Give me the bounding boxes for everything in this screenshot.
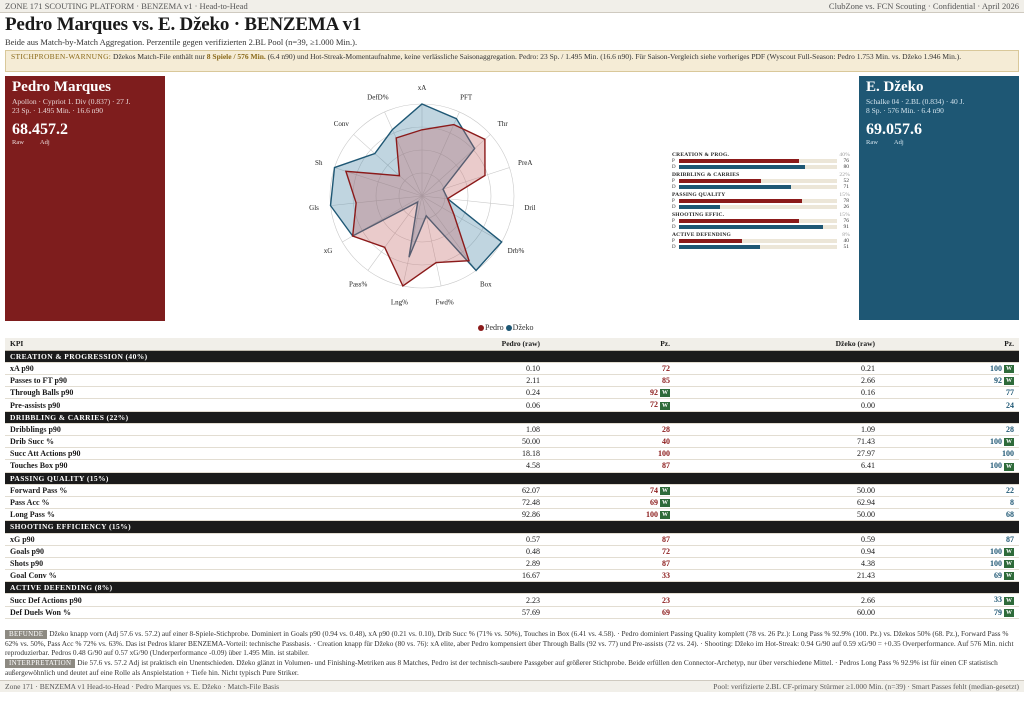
pedro-raw: 16.67 (435, 570, 545, 582)
bar-fill (679, 185, 791, 189)
kpi-name: xG p90 (5, 533, 435, 545)
header-dzeko-pz: Pz. (880, 338, 1019, 350)
kpi-name: Passes to FT p90 (5, 375, 435, 387)
findings-text: Džeko knapp vorn (Adj 57.6 vs. 57.2) auf einer 8-Spiele-Stichprobe. Dominiert in Goals p90 (0.94 vs. 0.48), xA p90 (0.21 vs. 0.10), Drib Succ % (71% vs. 50%), Touches in Box (6.41 vs. 4.58). · Pedro dominiert Passing Quality komplett (78 vs. 26 Pz.): Long Pass % 92.9% (100. Pz.) vs. Džekos 50% (68. Pz.), Forward Pass % 62% vs. 50%, Pass Acc % 72% vs. 63%. Das ist Pedros klarer BENZEMA-Vorteil: technische Passbasis. · Creation knapp für Džeko (80 vs. 76): xA elite, aber Pedro kompensiert über Through Balls (92 vs. 77) und Pre-assists (72 vs. 24). · Shooting: Džeko im Hot-Streak: 0.94 G/90 auf 0.59 xG/90 = +0.35 Overperformance. Auf 576 Min. nicht reproduzierbar. Pedros 0.48 G/90 auf 0.57 xG/90 (Underperformance -0.09) über 1.495 Min. ist stabiler. (5, 629, 1014, 658)
player-meta-minutes: 23 Sp. · 1.495 Min. · 16.6 n90 (12, 106, 104, 115)
bar-value: 76 (843, 158, 849, 164)
bar-player-label: P (672, 238, 675, 244)
section-row (5, 472, 1019, 484)
dzeko-percentile: 77 (880, 387, 1019, 399)
bar-track (679, 159, 837, 163)
radar-axis-label: PreA (518, 158, 533, 167)
kpi-name: Dribblings p90 (5, 423, 435, 435)
footer-right: Pool: verifizierte 2.BL CF-primary Stürmer ≥1.000 Min. (n=39) · Smart Passes fehlt (median-gesetzt) (713, 682, 1019, 691)
pedro-percentile: 72 (545, 545, 675, 557)
pedro-raw: 2.89 (435, 557, 545, 569)
section-row (5, 521, 1019, 533)
pedro-percentile: 72 W (545, 399, 675, 411)
table-row (5, 387, 1019, 399)
dzeko-raw: 21.43 (675, 570, 880, 582)
bar-value: 78 (843, 198, 849, 204)
dzeko-percentile: 100 W (880, 460, 1019, 472)
dzeko-percentile: 100 W (880, 545, 1019, 557)
table-row (5, 484, 1019, 496)
dzeko-percentile: 100 (880, 448, 1019, 460)
dzeko-percentile: 69 W (880, 570, 1019, 582)
pedro-raw: 72.48 (435, 496, 545, 508)
pedro-percentile: 74 W (545, 484, 675, 496)
pedro-percentile: 87 (545, 460, 675, 472)
score-labels: Raw Adj (866, 139, 904, 146)
top-bar-right: ClubZone vs. FCN Scouting · Confidential · April 2026 (828, 1, 1019, 11)
bar-player-label: D (672, 184, 676, 190)
radar-axis-label: xG (323, 246, 333, 255)
dzeko-raw: 0.00 (675, 399, 880, 411)
pedro-percentile: 23 (545, 594, 675, 606)
radar-axis-label: Conv (333, 119, 349, 128)
warning-highlight: 8 Spiele / 576 Min. (206, 52, 266, 61)
pedro-percentile: 85 (545, 375, 675, 387)
legend-dzeko: Džeko (512, 323, 534, 332)
category-weight: 15% (839, 192, 850, 198)
winner-badge: W (1006, 439, 1012, 446)
winner-badge: W (662, 500, 668, 507)
section-row (5, 350, 1019, 362)
category-weight: 15% (839, 212, 850, 218)
section-title: DRIBBLING & CARRIES (22%) (5, 411, 1019, 423)
category-name: SHOOTING EFFIC. (672, 212, 725, 218)
table-header-row (5, 338, 1019, 350)
player-meta-club: Apollon · Cypriot 1. Div (0.837) · 27 J. (12, 97, 131, 106)
bar-value: 40 (843, 238, 849, 244)
warning-text-a: Džekos Match-File enthält nur (113, 52, 205, 61)
winner-badge: W (662, 390, 668, 397)
pedro-raw: 57.69 (435, 606, 545, 618)
bar-value: 51 (843, 244, 849, 250)
bar-fill (679, 225, 823, 229)
pedro-percentile: 87 (545, 557, 675, 569)
bar-fill (679, 239, 742, 243)
category-bar-row (672, 224, 850, 230)
bar-track (679, 219, 837, 223)
pedro-raw: 62.07 (435, 484, 545, 496)
category-bars (672, 150, 850, 250)
pedro-percentile: 28 (545, 423, 675, 435)
interpretation (5, 658, 1019, 677)
interpretation-tag: INTERPRETATION (5, 659, 75, 668)
dzeko-percentile: 8 (880, 496, 1019, 508)
category-name: CREATION & PROG. (672, 152, 730, 158)
bar-track (679, 225, 837, 229)
radar-axis-label: Pass% (349, 280, 368, 289)
radar-chart (296, 78, 556, 310)
player-name: Pedro Marques (12, 79, 112, 95)
dzeko-raw: 2.66 (675, 375, 880, 387)
kpi-name: Def Duels Won % (5, 606, 435, 618)
category-weight: 22% (839, 172, 850, 178)
bar-fill (679, 245, 760, 249)
radar-svg (296, 78, 556, 310)
winner-badge: W (1006, 597, 1012, 604)
kpi-name: Through Balls p90 (5, 387, 435, 399)
kpi-name: Drib Succ % (5, 436, 435, 448)
winner-badge: W (662, 487, 668, 494)
category-name: PASSING QUALITY (672, 192, 726, 198)
header-dzeko-raw: Džeko (raw) (675, 338, 880, 350)
pedro-raw: 0.06 (435, 399, 545, 411)
radar-axis-label: Box (479, 280, 492, 289)
winner-badge: W (1006, 548, 1012, 555)
kpi-name: Pass Acc % (5, 496, 435, 508)
page-title: Pedro Marques vs. E. Džeko · BENZEMA v1 (5, 14, 362, 35)
section-title: CREATION & PROGRESSION (40%) (5, 350, 1019, 362)
dzeko-percentile: 100 W (880, 362, 1019, 374)
category-name: ACTIVE DEFENDING (672, 232, 731, 238)
pedro-raw: 4.58 (435, 460, 545, 472)
header-pedro-raw: Pedro (raw) (435, 338, 545, 350)
category-weight: 40% (839, 152, 850, 158)
radar-axis-label: Sh (315, 158, 323, 167)
radar-axis-label: Fwd% (435, 298, 454, 307)
dzeko-raw: 0.16 (675, 387, 880, 399)
page-subtitle: Beide aus Match-by-Match Aggregation. Perzentile gegen verifizierten 2.BL Pool (n=39, ≥1.000 Min.). (5, 37, 358, 47)
pedro-percentile: 87 (545, 533, 675, 545)
bar-fill (679, 199, 802, 203)
section-row (5, 411, 1019, 423)
winner-badge: W (662, 402, 668, 409)
player-card-pedro (5, 76, 165, 321)
kpi-name: Shots p90 (5, 557, 435, 569)
bar-player-label: P (672, 218, 675, 224)
pedro-percentile: 100 (545, 448, 675, 460)
table-row (5, 545, 1019, 557)
interpretation-text: Die 57.6 vs. 57.2 Adj ist praktisch ein Unentschieden. Džeko glänzt in Volumen- und Finishing-Metriken aus 8 Matches, Pedro ist der technisch-saubere Passgeber auf größerer Stichprobe. Beide erfüllen den Connector-Archetyp, nur über verschiedene Mittel. · Pedros Long Pass % 92.9% ist für einen CF statistisch außergewöhnlich und deutet auf eine Rolle als Anspielstation + Tiefe hin. Nicht typisch Pure Striker. (5, 657, 998, 677)
dzeko-percentile: 100 W (880, 436, 1019, 448)
section-title: ACTIVE DEFENDING (8%) (5, 582, 1019, 594)
pedro-raw: 50.00 (435, 436, 545, 448)
dzeko-raw: 0.21 (675, 362, 880, 374)
table-row (5, 557, 1019, 569)
dzeko-raw: 27.97 (675, 448, 880, 460)
header-pedro-pz: Pz. (545, 338, 675, 350)
kpi-name: Succ Att Actions p90 (5, 448, 435, 460)
bar-fill (679, 219, 799, 223)
radar-axis-label: PFT (460, 93, 473, 102)
section-row (5, 582, 1019, 594)
kpi-name: Succ Def Actions p90 (5, 594, 435, 606)
pedro-raw: 0.24 (435, 387, 545, 399)
winner-badge: W (1006, 561, 1012, 568)
dzeko-raw: 2.66 (675, 594, 880, 606)
bar-value: 71 (843, 184, 849, 190)
player-meta-club: Schalke 04 · 2.BL (0.834) · 40 J. (866, 97, 965, 106)
bar-track (679, 185, 837, 189)
kpi-name: Pre-assists p90 (5, 399, 435, 411)
category-bar-row (672, 184, 850, 190)
bar-value: 91 (843, 224, 849, 230)
pedro-percentile: 72 (545, 362, 675, 374)
footer-bar (0, 680, 1024, 692)
pedro-percentile: 69 W (545, 496, 675, 508)
bar-player-label: P (672, 158, 675, 164)
pedro-raw: 92.86 (435, 509, 545, 521)
pedro-percentile: 33 (545, 570, 675, 582)
category-name: DRIBBLING & CARRIES (672, 172, 740, 178)
table-row (5, 533, 1019, 545)
bar-value: 76 (843, 218, 849, 224)
bar-fill (679, 179, 761, 183)
dzeko-raw: 71.43 (675, 436, 880, 448)
table-row (5, 423, 1019, 435)
dzeko-percentile: 22 (880, 484, 1019, 496)
bar-track (679, 205, 837, 209)
bar-value: 26 (843, 204, 849, 210)
pedro-percentile: 69 (545, 606, 675, 618)
bar-fill (679, 165, 805, 169)
radar-series-pedro (346, 125, 485, 289)
table-row (5, 509, 1019, 521)
legend-dot-dzeko (506, 325, 512, 331)
table-row (5, 606, 1019, 618)
table-row (5, 375, 1019, 387)
pedro-raw: 18.18 (435, 448, 545, 460)
notes (5, 629, 1019, 677)
findings (5, 629, 1019, 658)
kpi-name: Touches Box p90 (5, 460, 435, 472)
bar-player-label: D (672, 224, 676, 230)
bar-fill (679, 205, 720, 209)
winner-badge: W (662, 512, 668, 519)
pedro-percentile: 100 W (545, 509, 675, 521)
kpi-name: Goal Conv % (5, 570, 435, 582)
bar-track (679, 165, 837, 169)
kpi-table (5, 338, 1019, 619)
bar-track (679, 239, 837, 243)
radar-axis-label: xA (417, 83, 427, 92)
table-row (5, 496, 1019, 508)
legend-pedro: Pedro (485, 323, 504, 332)
bar-player-label: D (672, 244, 676, 250)
dzeko-percentile: 100 W (880, 557, 1019, 569)
dzeko-percentile: 33 W (880, 594, 1019, 606)
bar-player-label: P (672, 198, 675, 204)
winner-badge: W (1006, 366, 1012, 373)
bar-player-label: D (672, 204, 676, 210)
bar-player-label: D (672, 164, 676, 170)
bar-track (679, 179, 837, 183)
dzeko-percentile: 24 (880, 399, 1019, 411)
top-bar-left: ZONE 171 SCOUTING PLATFORM · BENZEMA v1 · Head-to-Head (5, 1, 248, 11)
winner-badge: W (1006, 378, 1012, 385)
bar-player-label: P (672, 178, 675, 184)
pedro-percentile: 92 W (545, 387, 675, 399)
winner-badge: W (1006, 573, 1012, 580)
kpi-name: xA p90 (5, 362, 435, 374)
dzeko-raw: 50.00 (675, 509, 880, 521)
dzeko-raw: 0.94 (675, 545, 880, 557)
dzeko-percentile: 87 (880, 533, 1019, 545)
radar-axis-label: Gls (309, 203, 319, 212)
pedro-raw: 1.08 (435, 423, 545, 435)
sample-warning-banner (5, 50, 1019, 72)
category-weight: 8% (842, 232, 850, 238)
kpi-name: Long Pass % (5, 509, 435, 521)
pedro-raw: 2.11 (435, 375, 545, 387)
radar-axis-label: Thr (497, 119, 508, 128)
kpi-name: Forward Pass % (5, 484, 435, 496)
table-row (5, 399, 1019, 411)
winner-badge: W (1006, 609, 1012, 616)
dzeko-percentile: 68 (880, 509, 1019, 521)
dzeko-raw: 6.41 (675, 460, 880, 472)
table-row (5, 460, 1019, 472)
table-row (5, 448, 1019, 460)
table-row (5, 362, 1019, 374)
pedro-raw: 0.57 (435, 533, 545, 545)
category-bar-row (672, 204, 850, 210)
player-card-dzeko (859, 76, 1019, 320)
player-score: 69.057.6 (866, 121, 922, 138)
radar-axis-label: Dril (524, 203, 536, 212)
pedro-raw: 0.48 (435, 545, 545, 557)
dzeko-raw: 62.94 (675, 496, 880, 508)
bar-value: 52 (843, 178, 849, 184)
footer-left: Zone 171 · BENZEMA v1 Head-to-Head · Pedro Marques vs. E. Džeko · Match-File Basis (5, 682, 280, 691)
player-score: 68.457.2 (12, 121, 68, 138)
bar-fill (679, 159, 799, 163)
bar-track (679, 245, 837, 249)
pedro-raw: 2.23 (435, 594, 545, 606)
dzeko-raw: 4.38 (675, 557, 880, 569)
bar-track (679, 199, 837, 203)
category-bar-row (672, 164, 850, 170)
dzeko-raw: 60.00 (675, 606, 880, 618)
warning-label: STICHPROBEN-WARNUNG: (11, 52, 112, 61)
pedro-raw: 0.10 (435, 362, 545, 374)
dzeko-percentile: 28 (880, 423, 1019, 435)
header-kpi: KPI (5, 338, 435, 350)
winner-badge: W (1006, 463, 1012, 470)
section-title: PASSING QUALITY (15%) (5, 472, 1019, 484)
bar-value: 80 (843, 164, 849, 170)
dzeko-raw: 50.00 (675, 484, 880, 496)
dzeko-raw: 0.59 (675, 533, 880, 545)
pedro-percentile: 40 (545, 436, 675, 448)
table-row (5, 594, 1019, 606)
legend-dot-pedro (478, 325, 484, 331)
radar-legend (478, 323, 534, 332)
findings-tag: BEFUNDE (5, 630, 47, 639)
table-row (5, 436, 1019, 448)
dzeko-raw: 1.09 (675, 423, 880, 435)
category-bar-row (672, 244, 850, 250)
top-bar (0, 0, 1024, 13)
dzeko-percentile: 92 W (880, 375, 1019, 387)
radar-axis-label: DefD% (367, 93, 389, 102)
player-meta-minutes: 8 Sp. · 576 Min. · 6.4 n90 (866, 106, 944, 115)
kpi-name: Goals p90 (5, 545, 435, 557)
warning-text-b: (6.4 n90) und Hot-Streak-Momentaufnahme, keine verlässliche Saisonaggregation. Pedro: 23 Sp. / 1.495 Min. (16.6 n90). Für Saison-Vergleich siehe vorheriges PDF (Wyscout Full-Season: Pedro 1.753 Min. vs. Džeko 1.946 Min.). (267, 52, 962, 61)
table-row (5, 570, 1019, 582)
dzeko-percentile: 79 W (880, 606, 1019, 618)
radar-axis-label: Drb% (507, 246, 525, 255)
radar-axis-label: Lng% (390, 298, 408, 307)
score-labels: Raw Adj (12, 139, 50, 146)
player-name: E. Džeko (866, 79, 924, 95)
section-title: SHOOTING EFFICIENCY (15%) (5, 521, 1019, 533)
